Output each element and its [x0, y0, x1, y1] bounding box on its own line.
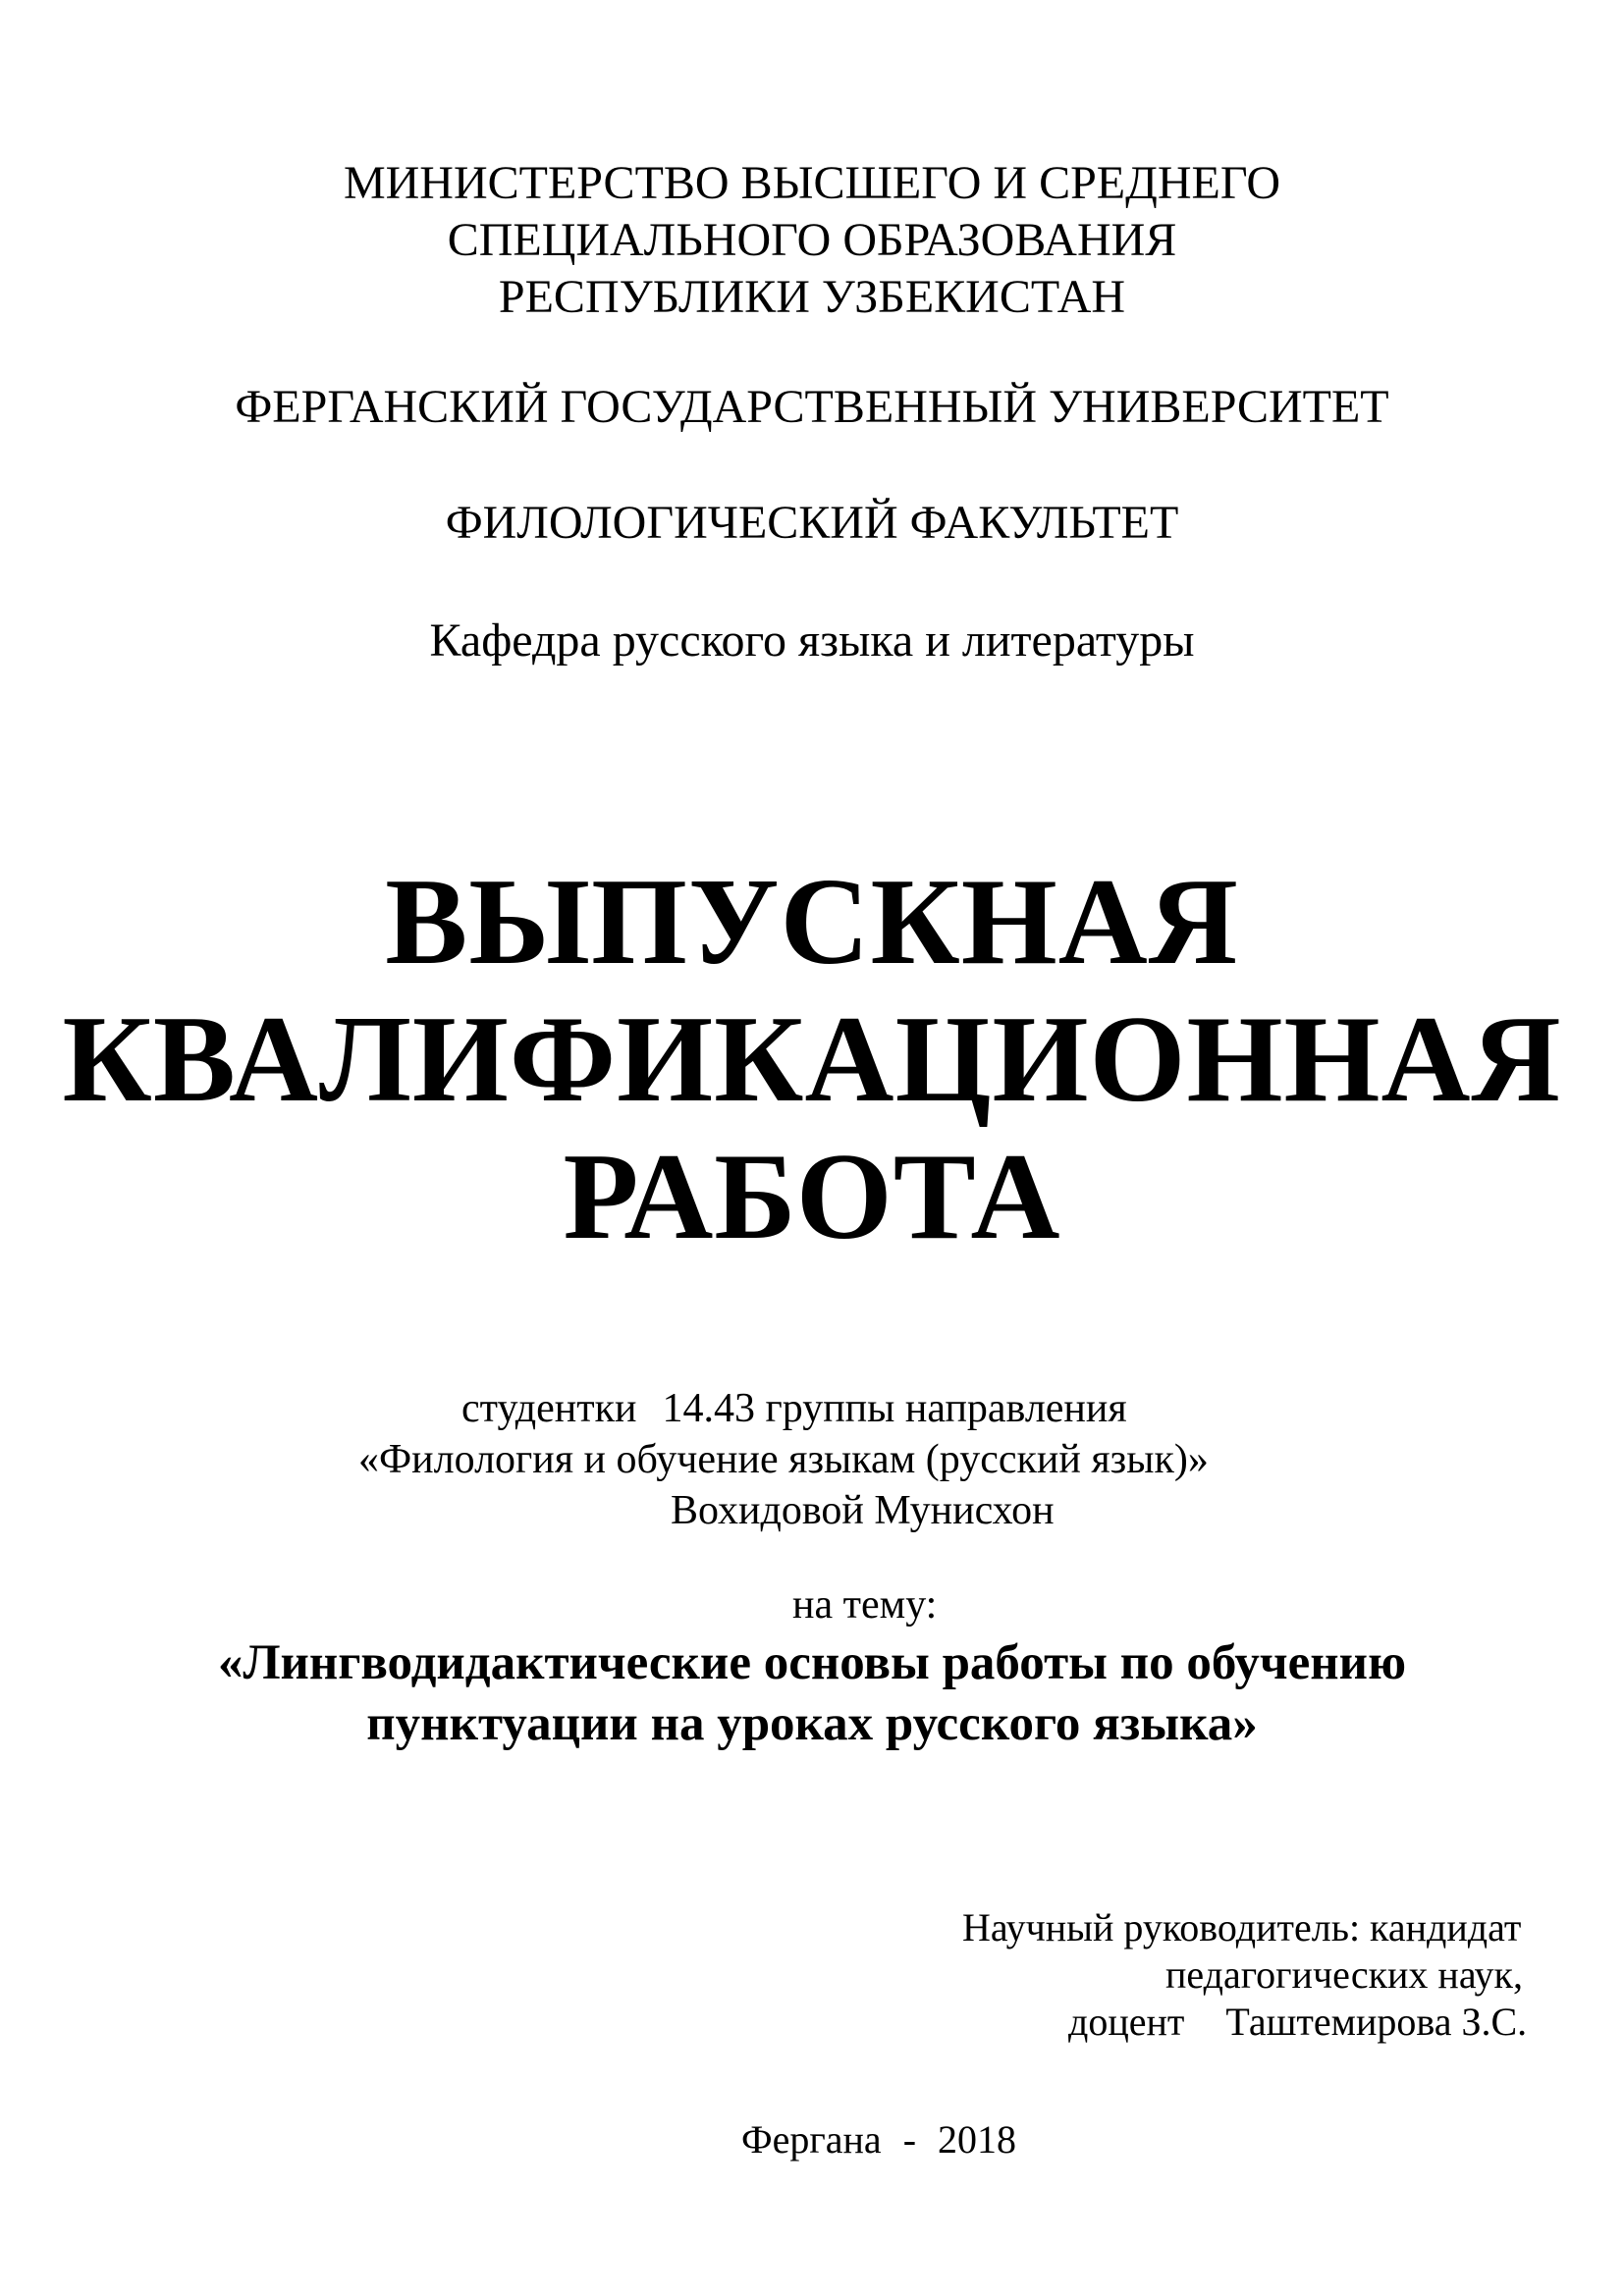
university-name: ФЕРГАНСКИЙ ГОСУДАРСТВЕННЫЙ УНИВЕРСИТЕТ — [235, 381, 1389, 433]
work-title-line-1: ВЫПУСКНАЯ — [385, 854, 1239, 990]
student-group-line — [461, 1384, 1127, 1433]
topic-label: на тему: — [792, 1582, 938, 1628]
city: Фергана — [741, 2117, 882, 2162]
student-name: Вохидовой Мунисхон — [671, 1488, 1055, 1533]
work-title-line-3: РАБОТА — [563, 1129, 1061, 1265]
year: 2018 — [938, 2117, 1017, 2162]
department-name: Кафедра русского языка и литературы — [429, 614, 1195, 667]
ministry-line-3: РЕСПУБЛИКИ УЗБЕКИСТАН — [498, 271, 1126, 323]
supervisor-line-2: педагогических наук, — [1165, 1952, 1523, 1997]
topic-title-line-1: «Лингводидактические основы работы по обучению — [217, 1635, 1407, 1690]
student-direction: «Филология и обучение языкам (русский язык)» — [358, 1437, 1209, 1482]
topic-title-line-2: пунктуации на уроках русского языка» — [366, 1696, 1258, 1751]
supervisor-line-3 — [1068, 1999, 1527, 2046]
student-group: 14.43 группы направления — [662, 1386, 1127, 1431]
ministry-line-1: МИНИСТЕРСТВО ВЫСШЕГО И СРЕДНЕГО — [343, 157, 1281, 209]
faculty-name: ФИЛОЛОГИЧЕСКИЙ ФАКУЛЬТЕТ — [445, 497, 1179, 549]
separator: - — [902, 2117, 917, 2162]
student-label: студентки — [461, 1386, 637, 1431]
supervisor-position: доцент — [1068, 2000, 1185, 2044]
work-title-line-2: КВАЛИФИКАЦИОННАЯ — [62, 991, 1562, 1128]
city-year — [741, 2116, 1016, 2163]
supervisor-name: Таштемирова З.С. — [1225, 2000, 1528, 2044]
ministry-line-2: СПЕЦИАЛЬНОГО ОБРАЗОВАНИЯ — [447, 214, 1177, 266]
supervisor-line-1: Научный руководитель: кандидат — [962, 1905, 1522, 1949]
